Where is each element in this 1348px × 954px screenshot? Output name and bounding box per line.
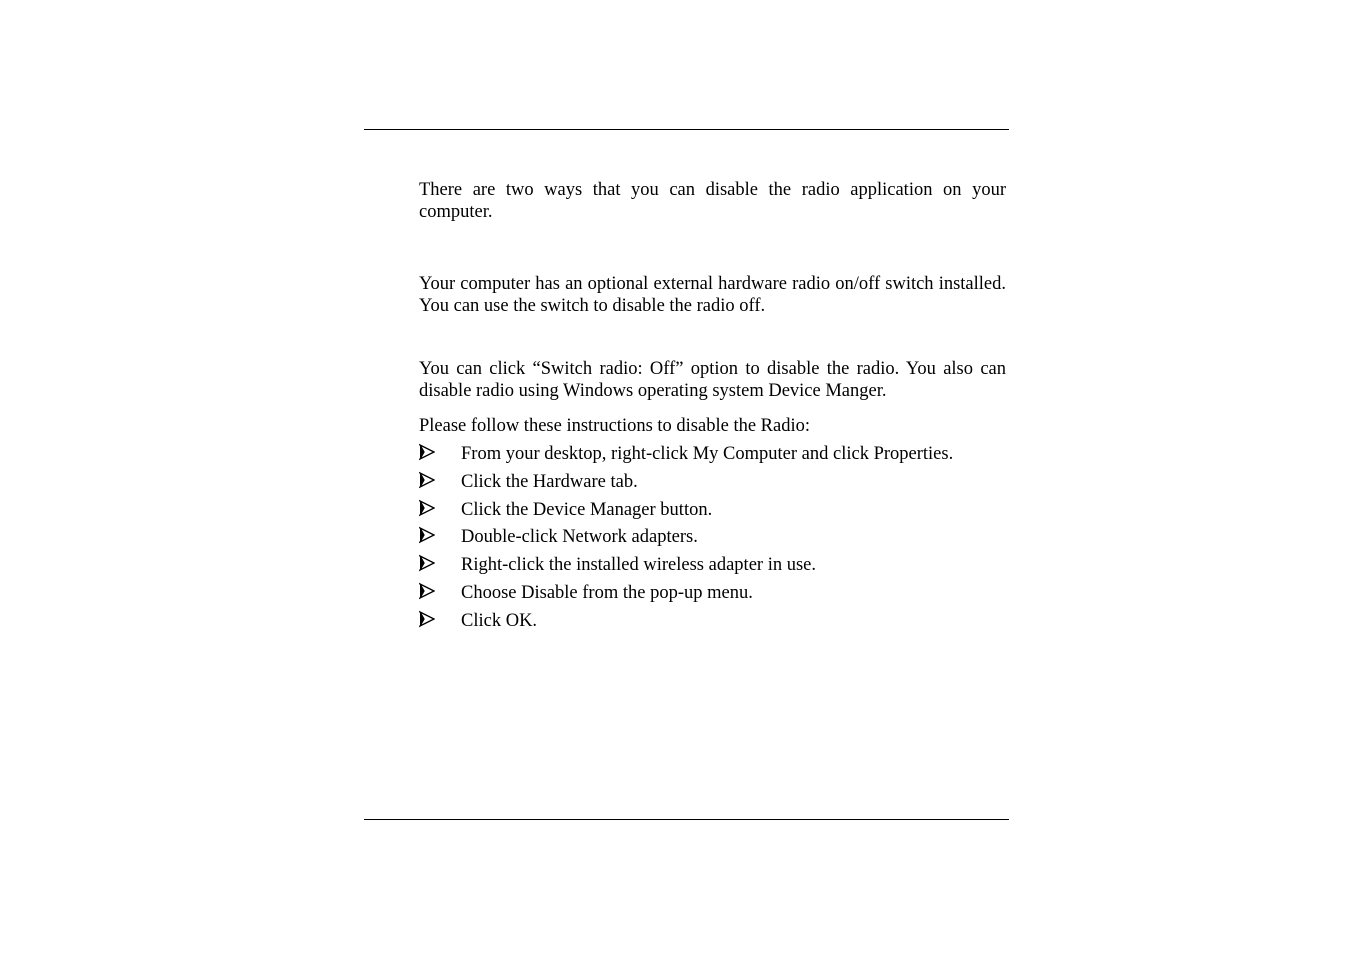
list-item (419, 582, 1019, 610)
step-text: Right-click the installed wireless adapter in use. (461, 555, 816, 576)
arrowhead-bullet-icon (419, 499, 437, 521)
list-item (419, 499, 1019, 527)
arrowhead-bullet-icon (419, 582, 437, 604)
list-item (419, 554, 1019, 582)
arrowhead-bullet-icon (419, 610, 437, 632)
step-text: Click the Hardware tab. (461, 471, 638, 492)
step-text: Choose Disable from the pop-up menu. (461, 582, 753, 603)
step-text: Click the Device Manager button. (461, 499, 713, 520)
arrowhead-bullet-icon (419, 526, 437, 548)
list-item (419, 526, 1019, 554)
list-item (419, 443, 1019, 471)
list-item (419, 471, 1019, 499)
step-text: From your desktop, right-click My Computer and click Properties. (461, 444, 954, 464)
arrowhead-bullet-icon (419, 471, 437, 493)
software-paragraph: You can click “Switch radio: Off” option to disable the radio. You also can disable radio using Windows operating system Device Manger. (419, 359, 1006, 401)
arrowhead-bullet-icon (419, 554, 437, 576)
step-text: Double-click Network adapters. (461, 527, 698, 548)
footer-rule (364, 819, 1009, 820)
step-text: Click OK. (461, 610, 538, 631)
header-rule (364, 129, 1009, 130)
instructions-lead: Please follow these instructions to disable the Radio: (419, 416, 811, 436)
hardware-switch-paragraph: Your computer has an optional external hardware radio on/off switch installed. You can use the switch to disable the radio off. (419, 274, 1006, 316)
instruction-steps-list (419, 443, 1019, 638)
list-item (419, 610, 1019, 638)
intro-paragraph: There are two ways that you can disable the radio application on your computer. (419, 180, 1006, 222)
arrowhead-bullet-icon (419, 443, 437, 465)
